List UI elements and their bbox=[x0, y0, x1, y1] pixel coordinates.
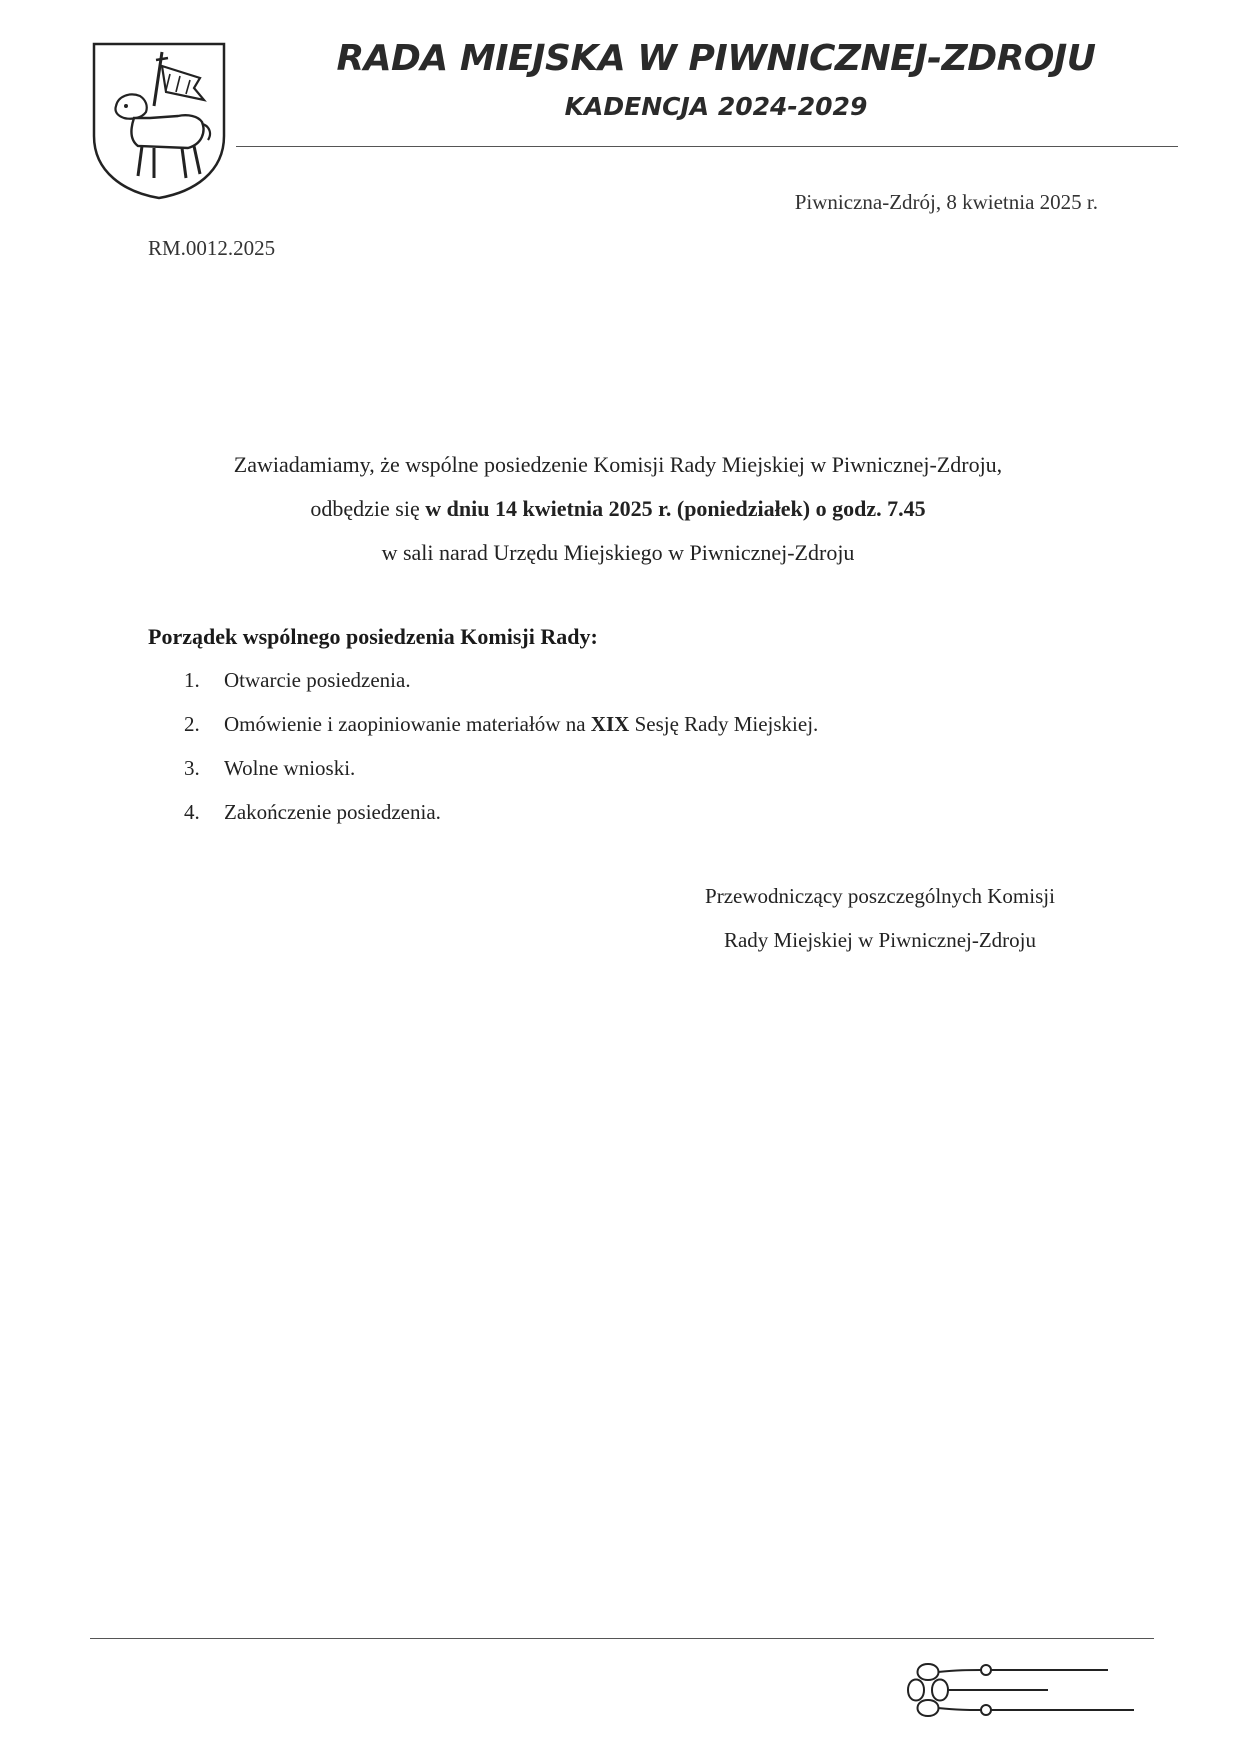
agenda-item bbox=[148, 754, 818, 798]
agenda-item-text: Zakończenie posiedzenia. bbox=[224, 800, 441, 824]
footer-divider bbox=[90, 1638, 1154, 1639]
agenda-item-text: Wolne wnioski. bbox=[224, 756, 356, 780]
reference-number: RM.0012.2025 bbox=[148, 236, 276, 260]
notice-line-2 bbox=[148, 496, 1088, 522]
agenda-item-text: Omówienie i zaopiniowanie materiałów na bbox=[224, 712, 591, 736]
agenda-heading: Porządek wspólnego posiedzenia Komisji Rady: bbox=[148, 624, 598, 649]
agenda-item-number: 4. bbox=[184, 800, 200, 824]
place-and-date: Piwniczna-Zdrój, 8 kwietnia 2025 r. bbox=[794, 190, 1098, 214]
agenda-item bbox=[148, 666, 818, 710]
meeting-date-time: w dniu 14 kwietnia 2025 r. (poniedziałek) o godz. 7.45 bbox=[425, 496, 926, 521]
notice-line-2-prefix: odbędzie się bbox=[310, 496, 426, 521]
agenda-item bbox=[148, 710, 818, 754]
agenda-item bbox=[148, 798, 818, 842]
agenda-item-number: 2. bbox=[184, 712, 200, 736]
agenda-item-number: 3. bbox=[184, 756, 200, 780]
lamb-with-banner-crest-icon bbox=[90, 40, 228, 200]
agenda-item-text: Otwarcie posiedzenia. bbox=[224, 668, 411, 692]
term-subtitle: KADENCJA 2024-2029 bbox=[564, 92, 868, 121]
agenda-item-text-after: Sesję Rady Miejskiej. bbox=[629, 712, 819, 736]
notice-line-1: Zawiadamiamy, że wspólne posiedzenie Komisji Rady Miejskiej w Piwnicznej-Zdroju, bbox=[233, 452, 1003, 477]
session-number: XIX bbox=[590, 712, 630, 736]
decorative-knot-ornament-icon bbox=[898, 1650, 1164, 1730]
header-divider bbox=[236, 146, 1178, 147]
council-title: RADA MIEJSKA W PIWNICZNEJ-ZDROJU bbox=[336, 38, 1096, 79]
agenda-list bbox=[148, 666, 818, 842]
signature-line-1: Przewodniczący poszczególnych Komisji bbox=[705, 884, 1055, 908]
notice-line-3: w sali narad Urzędu Miejskiego w Piwnicznej-Zdroju bbox=[381, 540, 855, 565]
signature-line-2: Rady Miejskiej w Piwnicznej-Zdroju bbox=[723, 928, 1037, 952]
agenda-item-number: 1. bbox=[184, 668, 200, 692]
